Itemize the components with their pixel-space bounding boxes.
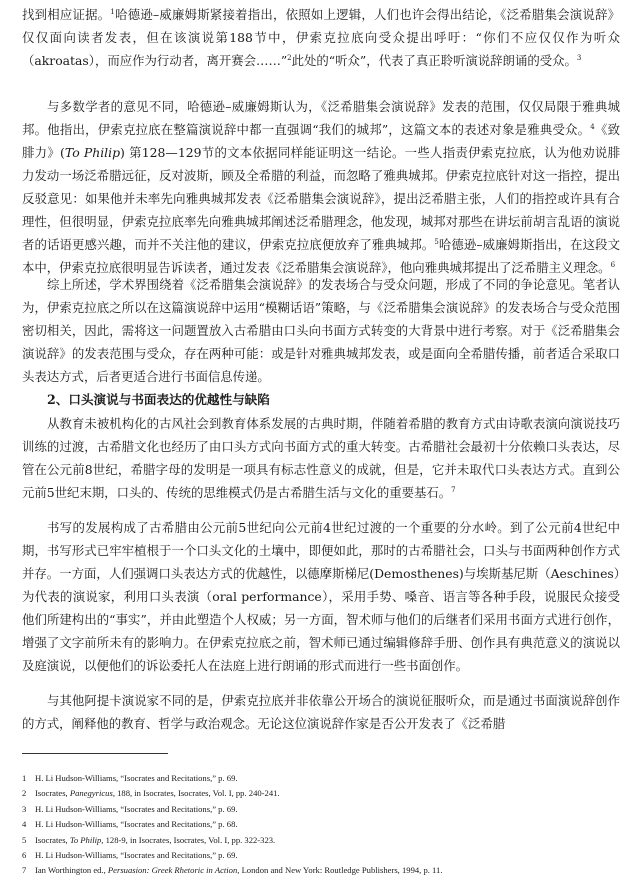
- footnote-number: 2: [22, 788, 27, 799]
- paragraph-6: 与其他阿提卡演说家不同的是，伊索克拉底并非依靠公开场合的演说征服听众，而是通过书面演说辞创作的方式，阐释他的教育、哲学与政治观念。无论这位演说辞作家是否公开发表了《泛希腊: [22, 693, 620, 731]
- paragraph-5: 书写的发展构成了古希腊由公元前5世纪向公元前4世纪过渡的一个重要的分水岭。到了公元前4世纪中期，书写形式已牢牢植根于一个口头文化的土壤中，即便如此，那时的古希腊社会，口头与书面两种创作方式并存。一方面，人们强调口头表达方式的优越性，以德摩斯梯尼(Demosthenes)与埃斯基尼斯（Aeschines）为代表的演说家，利用口头表演（oral performance），采用手势、嗓音、语言等各种手段，说服民众接受他们所建构出的“事实”，并由此塑造个人权威；另一方面，智术师与他们的后继者们采用书面方式进行创作，增强了文字前所未有的影响力。在伊索克拉底之前，智术师已通过编辑修辞手册、创作具有典范意义的演说以及庭演说，以便他们的诉讼委托人在法庭上进行朗诵的形式而进行一些书面创作。: [22, 520, 620, 673]
- footnote: [22, 848, 622, 863]
- footnote-number: 5: [22, 834, 27, 845]
- footnote-text-rest: , 188, in Isocrates, Isocrates, Vol. I, pp. 240-241.: [112, 788, 280, 799]
- footnote: [22, 833, 622, 848]
- footnote-text-rest: , 128-9, in Isocrates, Isocrates, Vol. I, pp. 322-323.: [101, 834, 276, 845]
- footnote-text: H. Li Hudson-Williams, “Isocrates and Recitations,” p. 69.: [35, 803, 238, 814]
- footnote: [22, 817, 622, 832]
- p2-text-a: 与多数学者的意见不同，哈德逊–威廉姆斯认为，《泛希腊集会演说辞》发表的范围，仅仅局限于雅典城邦。他指出，伊索克拉底在整篇演说辞中都一直强调“我们的城邦”，这篇文本的表述对象是雅典受众。: [22, 99, 620, 137]
- p1-text-b: 哈德逊–威廉姆斯紧接着指出，依照如上逻辑，人们也许会得出结论，《泛希腊集会演说辞》仅仅面向读者发表，但在该演说第188节中，伊索克拉底向受众提出呼吁：“你们不应仅仅作为听众（akroatas），而应作为行动者，离开赛会……”: [22, 7, 621, 68]
- footnote-italic: Persuasion: Greek Rhetoric in Action: [107, 865, 238, 876]
- p2-text-b: 《致腓力》(: [22, 122, 621, 160]
- paragraph-2: [22, 95, 620, 279]
- footnote-number: 6: [22, 850, 27, 861]
- footnote-ref-1[interactable]: 1: [110, 7, 115, 16]
- footnote-number: 4: [22, 819, 27, 830]
- footnote-ref-7[interactable]: 7: [451, 485, 456, 494]
- footnote-text: H. Li Hudson-Williams, “Isocrates and Recitations,” p. 69.: [35, 773, 238, 783]
- p1-text-c: 此处的“听众”，代表了真正聆听演说辞朗诵的受众。: [291, 53, 577, 68]
- footnote-ref-6[interactable]: 6: [610, 260, 616, 269]
- footnote-text: H. Li Hudson-Williams, “Isocrates and Recitations,” p. 68.: [35, 819, 238, 830]
- footnote: [22, 863, 622, 878]
- footnotes: [22, 771, 622, 879]
- footnote-ref-5[interactable]: 5: [434, 237, 439, 246]
- paragraph-3: 综上所述，学术界围绕着《泛希腊集会演说辞》的发表场合与受众问题，形成了不同的争论意见。笔者认为，伊索克拉底之所以在这篇演说辞中运用“模糊话语”策略，与《泛希腊集会演说辞》的发表场合与受众范围密切相关，因此，需将这一问题置放入古希腊由口头向书面方式转变的大背景中进行考察。对于《泛希腊集会演说辞》的发表范围与受众，存在两种可能：或是针对雅典城邦发表，或是面向全希腊传播，前者适合采取口头表达方式，后者更适合进行书面信息传递。: [22, 277, 620, 384]
- p4-text-a: 从教育未被机构化的古风社会到教育体系发展的古典时期，伴随着希腊的教育方式由诗歌表演向演说技巧训练的过渡，古希腊文化也经历了由口头方式向书面方式的重大转变。古希腊社会最初十分依赖口头表达，尽管在公元前8世纪，希腊字母的发明是一项具有标志性意义的成就，但是，它并未取代口头表达方式。直到公元前5世纪末期，口头的、传统的思维模式仍是古希腊生活与文化的重要基石。: [22, 416, 620, 500]
- footnote-italic: Panegyricus: [69, 788, 113, 799]
- footnote-text-rest: , London and New York: Routledge Publishers, 1994, p. 11.: [237, 865, 443, 876]
- footnote: [22, 786, 622, 801]
- p1-text-a: 找到相应证据。: [22, 7, 111, 22]
- paragraph-1: [22, 3, 620, 72]
- footnote-ref-2[interactable]: 2: [287, 53, 292, 62]
- paragraph-4: [22, 412, 620, 504]
- footnote-number: 7: [22, 865, 27, 876]
- footnote-number: 1: [22, 773, 27, 783]
- section-heading: 2、口头演说与书面表达的优越性与缺陷: [47, 392, 270, 407]
- footnote-ref-4[interactable]: 4: [590, 122, 595, 131]
- footnote-text: Ian Worthington ed.,: [35, 865, 108, 876]
- footnote: [22, 771, 622, 786]
- footnote-text: Isocrates,: [35, 834, 70, 845]
- footnote-ref-3[interactable]: 3: [576, 53, 582, 62]
- footnote-text: H. Li Hudson-Williams, “Isocrates and Recitations,” p. 69.: [35, 850, 238, 861]
- footnote-text: Isocrates,: [35, 788, 70, 799]
- footnote: [22, 802, 622, 817]
- footnote-italic: To Philip: [69, 834, 102, 845]
- footnote-number: 3: [22, 803, 27, 814]
- footnote-divider: [22, 753, 168, 754]
- p2-text-c: ) 第128—129节的文本依据同样能证明这一结论。一些人指责伊索克拉底，认为他劝说腓力发动一场泛希腊远征，反对波斯，顾及全希腊的利益，而忽略了雅典城邦。伊索克拉底针对这一指控，提出反驳意见：如果他并未率先向雅典城邦发表《泛希腊集会演说辞》，提出泛希腊主张，人们的指控或许具有合理性，但很明显，伊索克拉底率先向雅典城邦阐述泛希腊理念，他发现，城邦对那些在讲坛前胡言乱语的演说者的话语更感兴趣，而并不关注他的建议，伊索克拉底便放弃了雅典城邦。: [22, 145, 620, 252]
- p2-title-italic: To Philip: [64, 145, 121, 160]
- p2-text-d: 哈德逊–威廉姆斯指出，在这段文本中，伊索克拉底很明显告诉读者，通过发表《泛希腊集会演说辞》，他向雅典城邦提出了泛希腊主义理念。: [22, 237, 620, 275]
